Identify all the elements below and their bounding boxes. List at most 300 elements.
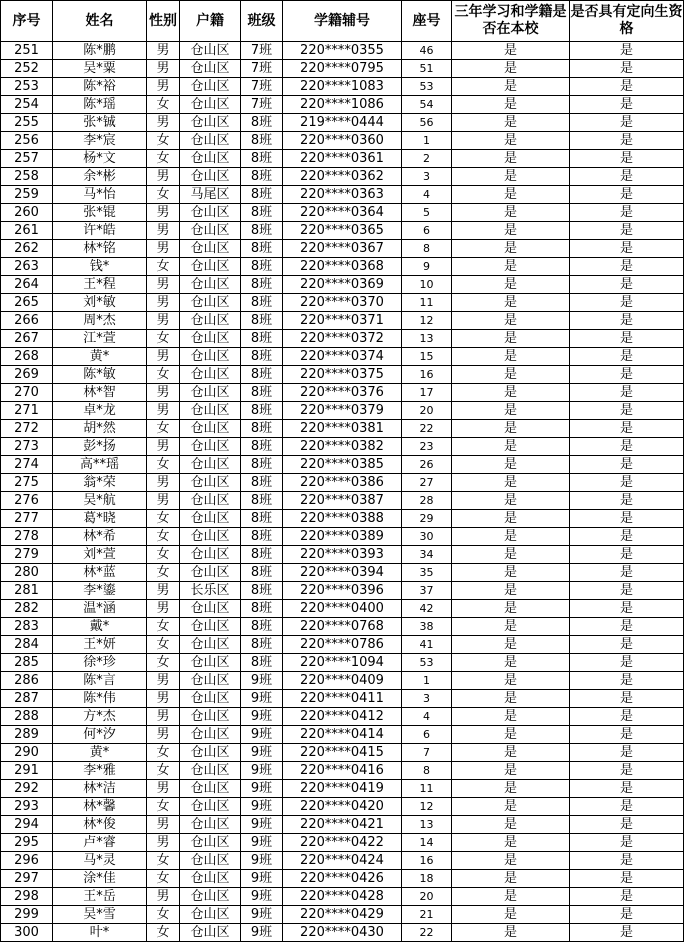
cell-directed-qualification: 是	[570, 744, 684, 762]
cell-index: 275	[1, 474, 53, 492]
cell-name: 徐*珍	[53, 654, 147, 672]
cell-three-years-local: 是	[452, 204, 570, 222]
header-household: 户籍	[180, 1, 241, 42]
cell-class: 9班	[241, 690, 283, 708]
table-row	[1, 546, 684, 564]
cell-directed-qualification: 是	[570, 780, 684, 798]
cell-gender: 男	[147, 204, 180, 222]
cell-student-id: 220****0361	[283, 150, 402, 168]
cell-seat: 13	[402, 816, 452, 834]
table-row	[1, 492, 684, 510]
cell-student-id: 220****0393	[283, 546, 402, 564]
cell-student-id: 220****0426	[283, 870, 402, 888]
cell-three-years-local: 是	[452, 222, 570, 240]
cell-three-years-local: 是	[452, 816, 570, 834]
cell-gender: 女	[147, 564, 180, 582]
table-row	[1, 528, 684, 546]
cell-seat: 6	[402, 222, 452, 240]
cell-student-id: 220****0379	[283, 402, 402, 420]
cell-gender: 男	[147, 438, 180, 456]
cell-class: 8班	[241, 582, 283, 600]
cell-index: 260	[1, 204, 53, 222]
cell-student-id: 220****0375	[283, 366, 402, 384]
cell-three-years-local: 是	[452, 636, 570, 654]
cell-seat: 51	[402, 60, 452, 78]
cell-seat: 26	[402, 456, 452, 474]
cell-student-id: 220****0430	[283, 924, 402, 942]
cell-name: 江*萱	[53, 330, 147, 348]
cell-student-id: 220****0369	[283, 276, 402, 294]
cell-household: 仓山区	[180, 852, 241, 870]
cell-seat: 17	[402, 384, 452, 402]
cell-class: 7班	[241, 42, 283, 60]
cell-index: 297	[1, 870, 53, 888]
cell-gender: 男	[147, 672, 180, 690]
cell-seat: 42	[402, 600, 452, 618]
table-row	[1, 762, 684, 780]
cell-household: 仓山区	[180, 816, 241, 834]
cell-gender: 女	[147, 420, 180, 438]
cell-gender: 男	[147, 294, 180, 312]
table-row	[1, 222, 684, 240]
cell-directed-qualification: 是	[570, 690, 684, 708]
cell-household: 仓山区	[180, 870, 241, 888]
cell-name: 王*岳	[53, 888, 147, 906]
cell-name: 温*涵	[53, 600, 147, 618]
cell-student-id: 220****0768	[283, 618, 402, 636]
cell-directed-qualification: 是	[570, 78, 684, 96]
cell-student-id: 220****0367	[283, 240, 402, 258]
cell-three-years-local: 是	[452, 834, 570, 852]
cell-student-id: 220****0421	[283, 816, 402, 834]
cell-directed-qualification: 是	[570, 906, 684, 924]
cell-directed-qualification: 是	[570, 330, 684, 348]
cell-class: 8班	[241, 474, 283, 492]
cell-gender: 女	[147, 852, 180, 870]
table-row	[1, 798, 684, 816]
cell-name: 林*智	[53, 384, 147, 402]
cell-name: 翁*荣	[53, 474, 147, 492]
cell-class: 8班	[241, 438, 283, 456]
cell-gender: 女	[147, 798, 180, 816]
cell-class: 8班	[241, 222, 283, 240]
cell-three-years-local: 是	[452, 762, 570, 780]
cell-class: 8班	[241, 618, 283, 636]
cell-gender: 女	[147, 618, 180, 636]
cell-student-id: 220****0422	[283, 834, 402, 852]
cell-household: 仓山区	[180, 78, 241, 96]
cell-household: 仓山区	[180, 294, 241, 312]
cell-class: 8班	[241, 186, 283, 204]
cell-index: 279	[1, 546, 53, 564]
cell-three-years-local: 是	[452, 546, 570, 564]
cell-seat: 53	[402, 78, 452, 96]
table-row	[1, 384, 684, 402]
cell-gender: 女	[147, 258, 180, 276]
cell-name: 余*彬	[53, 168, 147, 186]
cell-class: 8班	[241, 402, 283, 420]
cell-directed-qualification: 是	[570, 222, 684, 240]
cell-directed-qualification: 是	[570, 618, 684, 636]
cell-name: 林*蓝	[53, 564, 147, 582]
cell-three-years-local: 是	[452, 258, 570, 276]
cell-student-id: 220****0795	[283, 60, 402, 78]
cell-class: 8班	[241, 150, 283, 168]
cell-class: 9班	[241, 798, 283, 816]
cell-name: 卓*龙	[53, 402, 147, 420]
cell-class: 8班	[241, 312, 283, 330]
cell-name: 陈*伟	[53, 690, 147, 708]
header-seat: 座号	[402, 1, 452, 42]
cell-directed-qualification: 是	[570, 546, 684, 564]
cell-class: 8班	[241, 258, 283, 276]
cell-name: 林*铭	[53, 240, 147, 258]
cell-index: 268	[1, 348, 53, 366]
header-gender: 性别	[147, 1, 180, 42]
cell-student-id: 220****0786	[283, 636, 402, 654]
cell-seat: 27	[402, 474, 452, 492]
cell-gender: 男	[147, 726, 180, 744]
cell-index: 299	[1, 906, 53, 924]
cell-seat: 21	[402, 906, 452, 924]
cell-index: 264	[1, 276, 53, 294]
cell-gender: 男	[147, 834, 180, 852]
cell-student-id: 220****1094	[283, 654, 402, 672]
cell-directed-qualification: 是	[570, 42, 684, 60]
cell-index: 251	[1, 42, 53, 60]
cell-three-years-local: 是	[452, 564, 570, 582]
cell-seat: 6	[402, 726, 452, 744]
cell-seat: 11	[402, 294, 452, 312]
cell-student-id: 220****0396	[283, 582, 402, 600]
cell-index: 261	[1, 222, 53, 240]
cell-student-id: 220****0394	[283, 564, 402, 582]
cell-household: 仓山区	[180, 312, 241, 330]
cell-student-id: 220****0385	[283, 456, 402, 474]
cell-name: 卢*睿	[53, 834, 147, 852]
cell-name: 刘*萱	[53, 546, 147, 564]
cell-household: 长乐区	[180, 582, 241, 600]
cell-three-years-local: 是	[452, 582, 570, 600]
cell-household: 仓山区	[180, 744, 241, 762]
cell-gender: 女	[147, 96, 180, 114]
cell-index: 291	[1, 762, 53, 780]
cell-household: 仓山区	[180, 258, 241, 276]
cell-household: 仓山区	[180, 618, 241, 636]
cell-index: 270	[1, 384, 53, 402]
cell-student-id: 220****0365	[283, 222, 402, 240]
cell-student-id: 220****0388	[283, 510, 402, 528]
cell-class: 8班	[241, 366, 283, 384]
cell-name: 李*雅	[53, 762, 147, 780]
cell-household: 仓山区	[180, 546, 241, 564]
cell-gender: 男	[147, 114, 180, 132]
cell-seat: 37	[402, 582, 452, 600]
cell-index: 274	[1, 456, 53, 474]
cell-gender: 女	[147, 456, 180, 474]
cell-directed-qualification: 是	[570, 816, 684, 834]
cell-index: 254	[1, 96, 53, 114]
cell-student-id: 220****0412	[283, 708, 402, 726]
cell-three-years-local: 是	[452, 42, 570, 60]
cell-index: 256	[1, 132, 53, 150]
cell-index: 296	[1, 852, 53, 870]
cell-directed-qualification: 是	[570, 240, 684, 258]
cell-seat: 8	[402, 240, 452, 258]
cell-index: 295	[1, 834, 53, 852]
cell-class: 9班	[241, 834, 283, 852]
cell-household: 仓山区	[180, 420, 241, 438]
cell-class: 9班	[241, 888, 283, 906]
cell-index: 259	[1, 186, 53, 204]
cell-household: 仓山区	[180, 348, 241, 366]
cell-index: 252	[1, 60, 53, 78]
cell-gender: 男	[147, 312, 180, 330]
cell-class: 8班	[241, 564, 283, 582]
cell-directed-qualification: 是	[570, 708, 684, 726]
table-row	[1, 114, 684, 132]
cell-name: 张*锟	[53, 204, 147, 222]
cell-class: 9班	[241, 816, 283, 834]
cell-index: 285	[1, 654, 53, 672]
table-row	[1, 150, 684, 168]
cell-directed-qualification: 是	[570, 564, 684, 582]
cell-gender: 男	[147, 888, 180, 906]
cell-gender: 女	[147, 870, 180, 888]
cell-student-id: 220****0382	[283, 438, 402, 456]
cell-three-years-local: 是	[452, 420, 570, 438]
cell-gender: 女	[147, 924, 180, 942]
cell-name: 王*程	[53, 276, 147, 294]
cell-directed-qualification: 是	[570, 474, 684, 492]
cell-student-id: 220****0409	[283, 672, 402, 690]
cell-seat: 14	[402, 834, 452, 852]
cell-student-id: 220****0424	[283, 852, 402, 870]
cell-name: 黄*	[53, 744, 147, 762]
cell-three-years-local: 是	[452, 888, 570, 906]
cell-name: 陈*敏	[53, 366, 147, 384]
cell-gender: 女	[147, 762, 180, 780]
cell-student-id: 220****0416	[283, 762, 402, 780]
cell-directed-qualification: 是	[570, 168, 684, 186]
cell-directed-qualification: 是	[570, 510, 684, 528]
cell-index: 280	[1, 564, 53, 582]
cell-three-years-local: 是	[452, 60, 570, 78]
cell-index: 300	[1, 924, 53, 942]
cell-student-id: 220****0420	[283, 798, 402, 816]
cell-student-id: 220****1086	[283, 96, 402, 114]
cell-class: 9班	[241, 672, 283, 690]
cell-seat: 3	[402, 690, 452, 708]
cell-household: 仓山区	[180, 384, 241, 402]
table-row	[1, 420, 684, 438]
table-body	[1, 42, 684, 942]
cell-household: 仓山区	[180, 780, 241, 798]
table-row	[1, 654, 684, 672]
cell-three-years-local: 是	[452, 294, 570, 312]
cell-student-id: 220****0363	[283, 186, 402, 204]
cell-class: 9班	[241, 780, 283, 798]
cell-seat: 22	[402, 420, 452, 438]
cell-name: 葛*晓	[53, 510, 147, 528]
table-row	[1, 96, 684, 114]
cell-three-years-local: 是	[452, 78, 570, 96]
cell-household: 仓山区	[180, 528, 241, 546]
cell-index: 286	[1, 672, 53, 690]
cell-index: 293	[1, 798, 53, 816]
cell-directed-qualification: 是	[570, 798, 684, 816]
cell-gender: 男	[147, 78, 180, 96]
cell-seat: 7	[402, 744, 452, 762]
cell-index: 284	[1, 636, 53, 654]
cell-gender: 女	[147, 528, 180, 546]
cell-seat: 23	[402, 438, 452, 456]
table-row	[1, 672, 684, 690]
cell-directed-qualification: 是	[570, 870, 684, 888]
table-row	[1, 258, 684, 276]
cell-student-id: 220****0387	[283, 492, 402, 510]
cell-class: 9班	[241, 726, 283, 744]
cell-seat: 53	[402, 654, 452, 672]
cell-household: 仓山区	[180, 276, 241, 294]
cell-name: 陈*鹏	[53, 42, 147, 60]
cell-name: 林*希	[53, 528, 147, 546]
cell-name: 陈*瑶	[53, 96, 147, 114]
table-row	[1, 402, 684, 420]
cell-household: 仓山区	[180, 222, 241, 240]
cell-index: 290	[1, 744, 53, 762]
cell-student-id: 220****0372	[283, 330, 402, 348]
cell-directed-qualification: 是	[570, 132, 684, 150]
cell-gender: 男	[147, 384, 180, 402]
cell-student-id: 220****0414	[283, 726, 402, 744]
cell-seat: 29	[402, 510, 452, 528]
cell-name: 刘*敏	[53, 294, 147, 312]
cell-gender: 男	[147, 690, 180, 708]
cell-seat: 3	[402, 168, 452, 186]
cell-three-years-local: 是	[452, 240, 570, 258]
cell-class: 9班	[241, 870, 283, 888]
cell-gender: 女	[147, 654, 180, 672]
cell-class: 8班	[241, 600, 283, 618]
cell-household: 仓山区	[180, 168, 241, 186]
cell-seat: 22	[402, 924, 452, 942]
cell-household: 仓山区	[180, 690, 241, 708]
cell-student-id: 219****0444	[283, 114, 402, 132]
cell-index: 265	[1, 294, 53, 312]
table-row	[1, 348, 684, 366]
cell-household: 仓山区	[180, 114, 241, 132]
cell-index: 253	[1, 78, 53, 96]
cell-name: 吴*航	[53, 492, 147, 510]
cell-three-years-local: 是	[452, 924, 570, 942]
cell-directed-qualification: 是	[570, 492, 684, 510]
cell-name: 吴*雪	[53, 906, 147, 924]
cell-index: 281	[1, 582, 53, 600]
cell-student-id: 220****0374	[283, 348, 402, 366]
cell-student-id: 220****0355	[283, 42, 402, 60]
cell-name: 许*皓	[53, 222, 147, 240]
cell-household: 仓山区	[180, 492, 241, 510]
cell-class: 8班	[241, 420, 283, 438]
table-row	[1, 708, 684, 726]
cell-name: 林*俊	[53, 816, 147, 834]
table-row	[1, 690, 684, 708]
cell-name: 马*灵	[53, 852, 147, 870]
cell-class: 8班	[241, 348, 283, 366]
cell-household: 仓山区	[180, 204, 241, 222]
cell-student-id: 220****0428	[283, 888, 402, 906]
cell-student-id: 220****0370	[283, 294, 402, 312]
cell-seat: 30	[402, 528, 452, 546]
cell-name: 戴*	[53, 618, 147, 636]
cell-class: 8班	[241, 276, 283, 294]
cell-student-id: 220****0360	[283, 132, 402, 150]
cell-gender: 男	[147, 600, 180, 618]
cell-name: 林*洁	[53, 780, 147, 798]
cell-household: 仓山区	[180, 474, 241, 492]
cell-household: 仓山区	[180, 672, 241, 690]
cell-household: 仓山区	[180, 402, 241, 420]
cell-class: 8班	[241, 384, 283, 402]
cell-name: 叶*	[53, 924, 147, 942]
cell-directed-qualification: 是	[570, 366, 684, 384]
cell-seat: 16	[402, 366, 452, 384]
header-class: 班级	[241, 1, 283, 42]
table-row	[1, 312, 684, 330]
cell-student-id: 220****0415	[283, 744, 402, 762]
cell-index: 287	[1, 690, 53, 708]
cell-household: 马尾区	[180, 186, 241, 204]
cell-index: 277	[1, 510, 53, 528]
cell-directed-qualification: 是	[570, 600, 684, 618]
cell-gender: 女	[147, 906, 180, 924]
cell-gender: 男	[147, 780, 180, 798]
cell-name: 胡*然	[53, 420, 147, 438]
table-row	[1, 744, 684, 762]
cell-name: 方*杰	[53, 708, 147, 726]
cell-class: 7班	[241, 60, 283, 78]
cell-seat: 34	[402, 546, 452, 564]
cell-directed-qualification: 是	[570, 672, 684, 690]
cell-class: 8班	[241, 546, 283, 564]
cell-household: 仓山区	[180, 330, 241, 348]
cell-index: 269	[1, 366, 53, 384]
cell-gender: 女	[147, 330, 180, 348]
header-three-years-local: 三年学习和学籍是否在本校	[452, 1, 570, 42]
cell-name: 张*铖	[53, 114, 147, 132]
cell-household: 仓山区	[180, 150, 241, 168]
cell-gender: 男	[147, 402, 180, 420]
cell-directed-qualification: 是	[570, 96, 684, 114]
cell-gender: 男	[147, 222, 180, 240]
cell-index: 255	[1, 114, 53, 132]
cell-gender: 男	[147, 708, 180, 726]
cell-index: 276	[1, 492, 53, 510]
table-row	[1, 582, 684, 600]
cell-student-id: 220****0400	[283, 600, 402, 618]
cell-student-id: 220****0376	[283, 384, 402, 402]
cell-student-id: 220****0381	[283, 420, 402, 438]
cell-class: 8班	[241, 456, 283, 474]
cell-three-years-local: 是	[452, 798, 570, 816]
cell-three-years-local: 是	[452, 852, 570, 870]
cell-three-years-local: 是	[452, 96, 570, 114]
cell-gender: 女	[147, 132, 180, 150]
cell-name: 李*鎏	[53, 582, 147, 600]
cell-index: 266	[1, 312, 53, 330]
cell-name: 周*杰	[53, 312, 147, 330]
